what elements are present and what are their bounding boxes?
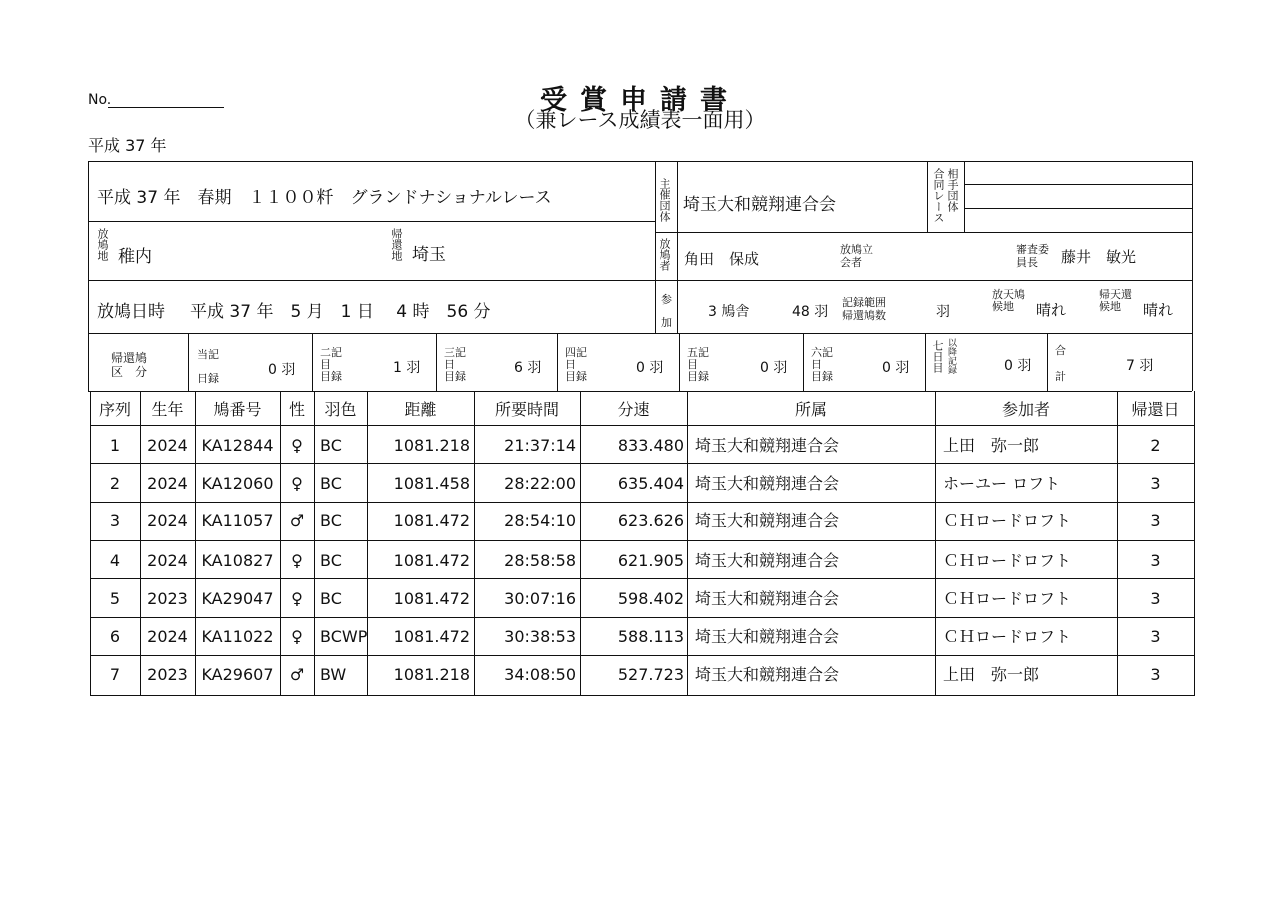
cell-flight-time: 30:38:53	[504, 627, 576, 646]
cell-flight-time: 28:58:58	[504, 551, 576, 570]
return-weather-label: 帰天還候地	[1099, 288, 1132, 313]
cell-distance: 1081.218	[393, 436, 470, 455]
cell-velocity: 833.480	[617, 436, 684, 455]
cell-club: 埼玉大和競翔連合会	[695, 436, 840, 455]
col-sex: 性	[288, 400, 305, 419]
cell-velocity: 598.402	[617, 589, 684, 608]
total-label-b: 計	[1055, 370, 1066, 383]
cell-distance: 1081.472	[393, 627, 470, 646]
day1-label-a: 当記	[197, 348, 219, 361]
cell-distance: 1081.472	[393, 589, 470, 608]
day5-value: 0 羽	[760, 360, 788, 376]
day4-label-b: 日	[565, 358, 576, 371]
cell-color: BC	[320, 551, 342, 570]
day3-value: 6 羽	[514, 360, 542, 376]
cell-club: 埼玉大和競翔連合会	[695, 627, 840, 646]
day2-label-b: 目	[320, 358, 331, 371]
col-participant: 参加者	[1001, 400, 1050, 419]
cell-flight-time: 28:54:10	[504, 511, 576, 530]
cell-flight-time: 21:37:14	[504, 436, 576, 455]
cell-color: BCWP	[320, 627, 368, 646]
cell-color: BW	[320, 665, 347, 684]
day2-label-c: 目録	[320, 370, 342, 383]
release-datetime: 平成 37 年 5 月 1 日 4 時 56 分	[190, 302, 491, 322]
day4-value: 0 羽	[636, 360, 664, 376]
col-return-day: 帰還日	[1131, 400, 1180, 419]
col-club: 所属	[794, 400, 827, 419]
number-field[interactable]	[108, 107, 224, 108]
cell-rank: 6	[109, 627, 121, 646]
col-rank: 序列	[98, 400, 131, 419]
cell-participant: ＣＨロードロフト	[943, 627, 1072, 646]
day6-label-a: 六記	[811, 346, 833, 359]
day7-sub-label: 以降記録	[946, 338, 956, 374]
cell-return-day: 3	[1150, 551, 1161, 570]
cell-birth-year: 2024	[147, 627, 188, 646]
cell-rank: 2	[109, 474, 121, 493]
col-distance: 距離	[404, 400, 437, 419]
judge-name: 藤井 敏光	[1061, 248, 1137, 266]
day5-label-b: 目	[687, 358, 698, 371]
release-weather: 晴れ	[1036, 301, 1067, 319]
cell-birth-year: 2024	[147, 474, 188, 493]
cell-participant: 上田 弥一郎	[943, 436, 1040, 455]
cell-color: BC	[320, 589, 342, 608]
release-place-label: 放鳩地	[96, 228, 109, 261]
day2-value: 1 羽	[393, 360, 421, 376]
participating-birds: 48 羽	[792, 304, 829, 320]
cell-ring-number: KA11057	[201, 511, 274, 530]
day5-label-c: 目録	[687, 370, 709, 383]
total-label-a: 合	[1055, 344, 1066, 357]
day6-label-c: 目録	[811, 370, 833, 383]
cell-birth-year: 2023	[147, 589, 188, 608]
cell-flight-time: 34:08:50	[504, 665, 576, 684]
cell-ring-number: KA11022	[201, 627, 274, 646]
cell-return-day: 3	[1150, 665, 1161, 684]
day4-label-a: 四記	[565, 346, 587, 359]
cell-rank: 3	[109, 511, 121, 530]
releaser-name: 角田 保成	[684, 250, 760, 268]
cell-club: 埼玉大和競翔連合会	[695, 474, 840, 493]
page-subtitle: （兼レース成績表一面用）	[514, 108, 766, 132]
col-birth-year: 生年	[151, 400, 184, 419]
cell-flight-time: 28:22:00	[504, 474, 576, 493]
cell-velocity: 621.905	[617, 551, 684, 570]
day1-value: 0 羽	[268, 362, 296, 378]
cell-participant: ホーユー ロフト	[943, 474, 1061, 493]
witness-label: 放鳩立会者	[840, 243, 873, 269]
day4-label-c: 目録	[565, 370, 587, 383]
race-name: 平成 37 年 春期 １１００粁 グランドナショナルレース	[97, 188, 552, 208]
cell-club: 埼玉大和競翔連合会	[695, 511, 840, 530]
cell-sex: ♀	[291, 589, 303, 608]
cell-color: BC	[320, 511, 342, 530]
release-datetime-label: 放鳩日時	[97, 302, 165, 322]
col-flight-time: 所要時間	[494, 400, 559, 419]
day6-value: 0 羽	[882, 360, 910, 376]
cell-birth-year: 2024	[147, 436, 188, 455]
day7-value: 0 羽	[1004, 358, 1032, 374]
day7-label: 七日目	[931, 340, 944, 373]
page-title: 受賞申請書	[540, 85, 740, 116]
cell-velocity: 635.404	[617, 474, 684, 493]
cell-color: BC	[320, 474, 342, 493]
cell-distance: 1081.472	[393, 511, 470, 530]
cell-return-day: 3	[1150, 589, 1161, 608]
cell-sex: ♀	[291, 627, 303, 646]
cell-return-day: 3	[1150, 474, 1161, 493]
record-range-label: 記録範囲	[842, 296, 886, 309]
day6-label-b: 日	[811, 358, 822, 371]
return-weather: 晴れ	[1143, 301, 1174, 319]
cell-distance: 1081.472	[393, 551, 470, 570]
returned-count-label: 帰還鳩数	[842, 309, 886, 322]
cell-birth-year: 2023	[147, 665, 188, 684]
cell-ring-number: KA12060	[201, 474, 274, 493]
cell-club: 埼玉大和競翔連合会	[695, 665, 840, 684]
release-weather-label: 放天鳩候地	[992, 288, 1025, 313]
cell-birth-year: 2024	[147, 551, 188, 570]
releaser-label: 放鳩者	[658, 238, 671, 271]
cell-return-day: 3	[1150, 627, 1161, 646]
cell-participant: 上田 弥一郎	[943, 665, 1040, 684]
partner-label: 相手団体	[946, 168, 959, 212]
cell-velocity: 527.723	[617, 665, 684, 684]
return-place-label: 帰還地	[390, 228, 403, 261]
day2-label-a: 二記	[320, 346, 342, 359]
participation-label-top: 参	[661, 293, 672, 306]
cell-return-day: 2	[1150, 436, 1161, 455]
cell-ring-number: KA29607	[201, 665, 274, 684]
cell-sex: ♂	[289, 511, 305, 530]
returned-count: 羽	[936, 304, 950, 320]
cell-participant: ＣＨロードロフト	[943, 589, 1072, 608]
category-label-2: 区 分	[111, 365, 148, 379]
cell-distance: 1081.218	[393, 665, 470, 684]
cell-rank: 4	[109, 551, 121, 570]
cell-sex: ♂	[289, 665, 305, 684]
host-label: 主催団体	[658, 178, 671, 222]
cell-color: BC	[320, 436, 342, 455]
cell-sex: ♀	[291, 436, 303, 455]
cell-rank: 5	[109, 589, 121, 608]
cell-velocity: 623.626	[617, 511, 684, 530]
cell-return-day: 3	[1150, 511, 1161, 530]
day5-label-a: 五記	[687, 346, 709, 359]
category-label-1: 帰還鳩	[111, 351, 148, 365]
participating-lofts: 3 鳩舎	[708, 304, 750, 320]
cell-distance: 1081.458	[393, 474, 470, 493]
number-label: No.	[88, 92, 112, 108]
cell-flight-time: 30:07:16	[504, 589, 576, 608]
day3-label-b: 日	[444, 358, 455, 371]
cell-rank: 1	[109, 436, 121, 455]
day1-label-b: 日録	[197, 372, 219, 385]
return-place: 埼玉	[412, 245, 446, 265]
col-color: 羽色	[324, 400, 357, 419]
cell-ring-number: KA10827	[201, 551, 274, 570]
cell-birth-year: 2024	[147, 511, 188, 530]
cell-club: 埼玉大和競翔連合会	[695, 551, 840, 570]
day3-label-c: 目録	[444, 370, 466, 383]
cell-club: 埼玉大和競翔連合会	[695, 589, 840, 608]
host-org: 埼玉大和競翔連合会	[683, 195, 836, 215]
cell-velocity: 588.113	[617, 627, 684, 646]
cell-ring-number: KA12844	[201, 436, 274, 455]
participation-label-bottom: 加	[661, 316, 672, 329]
cell-ring-number: KA29047	[201, 589, 274, 608]
col-ring-number: 鳩番号	[213, 400, 262, 419]
cell-participant: ＣＨロードロフト	[943, 511, 1072, 530]
cell-rank: 7	[109, 665, 121, 684]
joint-race-label: 合同レース	[932, 168, 945, 223]
release-place: 稚内	[118, 247, 152, 267]
cell-participant: ＣＨロードロフト	[943, 551, 1072, 570]
day3-label-a: 三記	[444, 346, 466, 359]
total-value: 7 羽	[1126, 358, 1154, 374]
judge-label: 審査委員長	[1016, 243, 1049, 269]
cell-sex: ♀	[291, 474, 303, 493]
era-year: 平成 37 年	[88, 136, 167, 155]
cell-sex: ♀	[291, 551, 303, 570]
col-velocity: 分速	[617, 400, 650, 419]
